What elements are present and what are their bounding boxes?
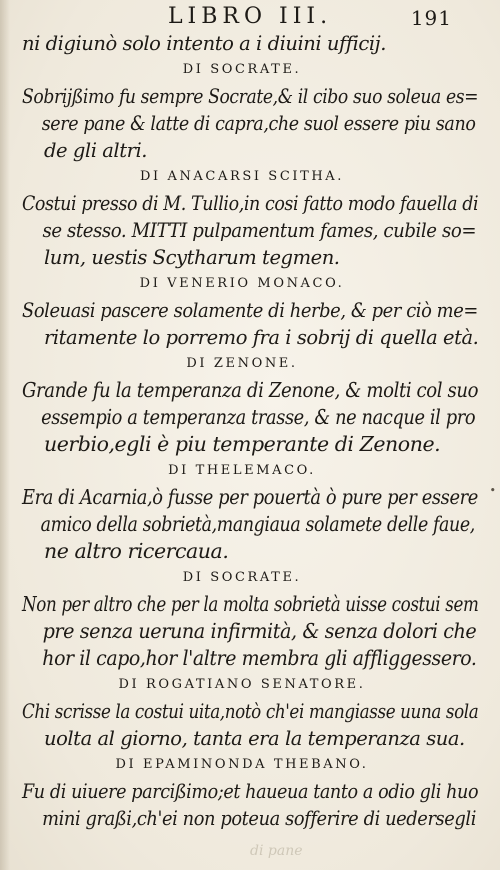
bleed-through-text: di pane: [250, 843, 303, 859]
text-line: Grande fu la temperanza di Zenone, & molti col suo: [22, 378, 479, 402]
text-line: uerbio,egli è piu temperante di Zenone.: [44, 432, 441, 456]
text-line: essempio a temperanza trasse, & ne nacque il pro: [41, 405, 476, 429]
text-line: Sobrijßimo fu sempre Socrate,& il cibo suo soleua es=: [22, 85, 479, 108]
text-line: de gli altri.: [44, 139, 147, 162]
section-heading: DI VENERIO MONACO.: [139, 276, 345, 291]
section-heading: DI SOCRATE.: [182, 570, 302, 585]
text-line: uolta al giorno, tanta era la temperanza sua.: [44, 727, 465, 750]
text-line: Chi scrisse la costui uita,notò ch'ei mangiasse uuna sola: [22, 700, 479, 723]
section-heading: DI ANACARSI SCITHA.: [139, 169, 345, 184]
text-line: ne altro ricercaua.: [44, 539, 229, 563]
text-line: hor il capo,hor l'altre membra gli affliggessero.: [42, 646, 477, 670]
running-title: LIBRO III.: [167, 4, 333, 29]
page-gutter-shadow: [0, 0, 10, 870]
text-line: Non per altro che per la molta sobrietà uisse costui sem: [22, 592, 479, 616]
section-heading: DI THELEMACO.: [168, 463, 316, 478]
text-line: amico della sobrietà,mangiaua solamete delle faue,: [40, 512, 475, 536]
text-line: mini graßi,ch'ei non poteua sofferire di uedersegli: [42, 807, 477, 830]
text-line: Fu di uiuere parcißimo;et haueua tanto a odio gli huo: [22, 780, 479, 803]
text-block: [22, 30, 479, 832]
page-number: 191: [410, 6, 452, 30]
text-line: ni digiunò solo intento a i diuini ufficij.: [22, 32, 386, 55]
text-line: Era di Acarnia,ò fusse per pouertà ò pure per essere: [22, 485, 478, 509]
text-line: se stesso. MITTI pulpamentum fames, cubile so=: [42, 219, 477, 242]
section-heading: DI ZENONE.: [186, 356, 298, 371]
text-line: ritamente lo porremo fra i sobrij di quella età.: [44, 326, 479, 349]
section-heading: DI SOCRATE.: [182, 62, 302, 77]
text-line: pre senza ueruna infirmità, & senza dolori che: [42, 619, 477, 643]
text-line: sere pane & latte di capra,che suol essere piu sano: [41, 112, 476, 135]
text-line: Costui presso di M. Tullio,in cosi fatto modo fauella di: [22, 192, 479, 215]
text-line: Soleuasi pascere solamente di herbe, & per ciò me=: [22, 299, 478, 322]
section-heading: DI EPAMINONDA THEBANO.: [115, 757, 369, 772]
text-line: lum, uestis Scytharum tegmen.: [44, 246, 340, 269]
section-heading: DI ROGATIANO SENATORE.: [118, 677, 366, 692]
margin-mark: •: [489, 484, 496, 497]
